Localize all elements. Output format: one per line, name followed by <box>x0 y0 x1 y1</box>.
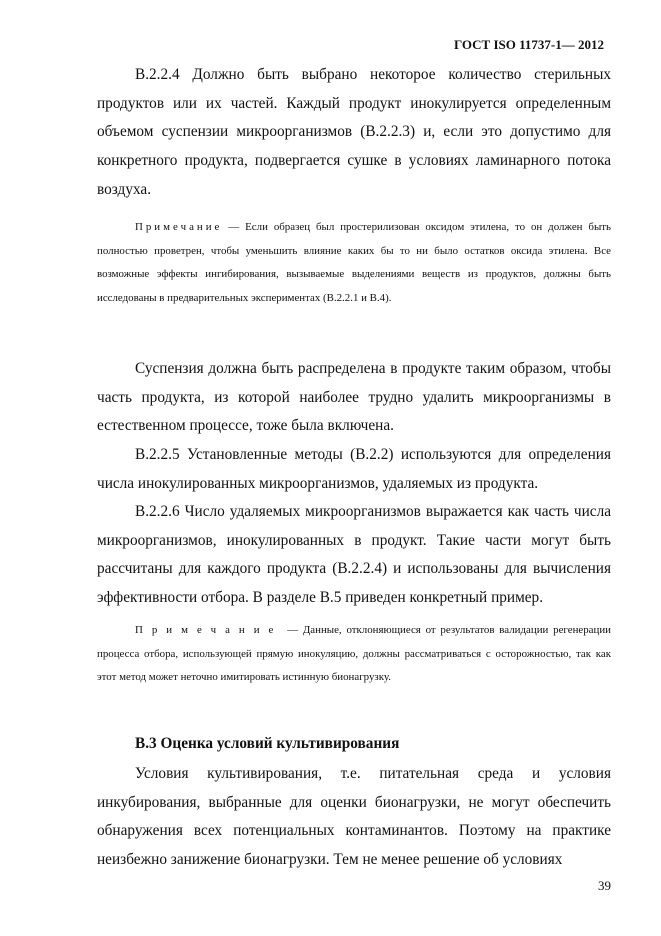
page-number: 39 <box>598 878 611 893</box>
document-header: ГОСТ ISO 11737-1— 2012 <box>453 37 604 52</box>
note-1-label: Примечание <box>135 221 223 233</box>
note-1 <box>97 216 611 310</box>
note-1-text: — Если образец был простерилизован оксидом этилена, то он должен быть полностью проветрен, чтобы уменьшить влияние каких бы то ни было остатков оксида этилена. Все возможные эффекты ингибирования, вызываемые выделениями веществ из продуктов, должны быть исследованы в предварительных экспериментах (В.2.2.1 и В.4). <box>97 221 611 304</box>
paragraph-b224: В.2.2.4 Должно быть выбрано некоторое количество стерильных продуктов или их частей. Каждый продукт инокулируется определенным объемом суспензии микроорганизмов (В.2.2.3) и, если это допустимо для конкретного продукта, подвергается сушке в условиях ламинарного потока воздуха. <box>97 66 611 198</box>
note-2-label: Примечание <box>135 624 283 636</box>
paragraph-b3-conditions: Условия культивирования, т.е. питательная среда и условия инкубирования, выбранные для оценки бионагрузки, не могут обеспечить обнаружения всех потенциальных контаминантов. Поэтому на практике неизбежно занижение бионагрузки. Тем не менее решение об условиях <box>97 765 611 869</box>
note-2 <box>97 619 611 690</box>
note-2-text: — Данные, отклоняющиеся от результатов валидации регенерации процесса отбора, использующей прямую инокуляцию, должны рассматриваться с осторожностью, так как этот метод может неточно имитировать истинную бионагрузку. <box>97 624 611 684</box>
paragraph-b226: В.2.2.6 Число удаляемых микроорганизмов выражается как часть числа микроорганизмов, инокулированных в продукт. Такие части могут быть рассчитаны для каждого продукта (В.2.2.4) и использованы для вычисления эффективности отбора. В разделе В.5 приведен конкретный пример. <box>97 503 611 607</box>
paragraph-b225: В.2.2.5 Установленные методы (В.2.2) используются для определения числа инокулированных микроорганизмов, удаляемых из продукта. <box>97 446 611 492</box>
paragraph-suspension: Суспензия должна быть распределена в продукте таким образом, чтобы часть продукта, из которой наиболее трудно удалить микроорганизмы в естественном процессе, тоже была включена. <box>97 360 611 435</box>
section-heading-b3: В.3 Оценка условий культивирования <box>135 735 400 752</box>
